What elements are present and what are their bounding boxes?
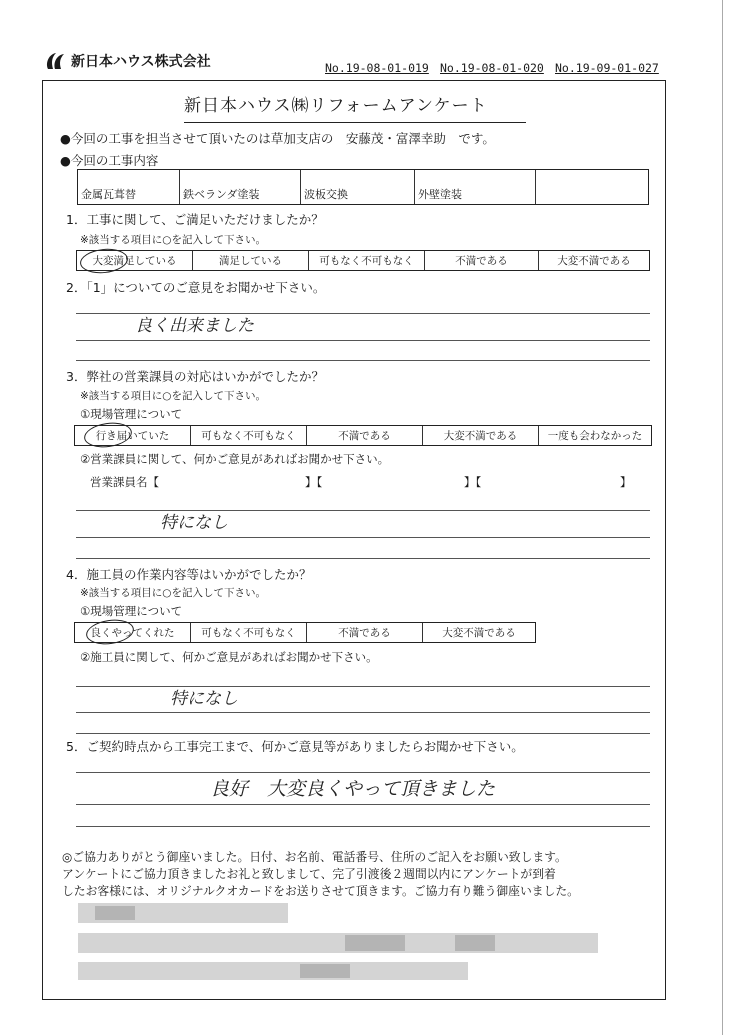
q3-option[interactable]: 大変不満である <box>423 426 539 445</box>
redaction-block <box>78 962 468 980</box>
sales-bracket: 】【 <box>464 475 482 489</box>
q3-option[interactable]: 一度も会わなかった <box>547 430 643 442</box>
q1-option[interactable]: 大変不満である <box>557 255 631 267</box>
q3-sub2: ②営業課員に関して、何かご意見があればお聞かせ下さい。 <box>80 452 390 466</box>
q2-question: 2．「1」についてのご意見をお聞かせ下さい。 <box>66 280 326 295</box>
answer-line <box>76 826 650 827</box>
q4-note: ※該当する項目に○を記入して下さい。 <box>80 587 266 599</box>
footer-line-2: アンケートにご協力頂きましたお礼と致しまして、完了引渡後２週間以内にアンケートが到着 <box>62 867 556 881</box>
q4-sub1: ①現場管理について <box>80 604 183 618</box>
redaction-block <box>345 935 405 951</box>
footer-line-1: ◎ご協力ありがとう御座いました。日付、お名前、電話番号、住所のご記入をお願い致します。 <box>62 850 567 864</box>
q3-option[interactable]: 行き届いていた <box>75 426 191 445</box>
q4-option[interactable]: 良くやってくれた <box>75 623 191 642</box>
sales-bracket: 】 <box>620 475 632 489</box>
q5-question: 5．ご契約時点から工事完工まで、何かご意見等がありましたらお聞かせ下さい。 <box>66 739 524 754</box>
q3-options-row <box>74 425 652 446</box>
q1-option[interactable]: 満足している <box>193 251 309 270</box>
q3-handwritten-answer: 特になし <box>160 513 228 533</box>
company-name: 新日本ハウス株式会社 <box>71 54 211 70</box>
answer-line <box>76 510 650 511</box>
title-underline <box>184 122 526 123</box>
q3-option[interactable]: 可もなく不可もなく <box>191 426 307 445</box>
q1-option[interactable]: 大変満足している <box>77 251 193 270</box>
answer-line <box>76 340 650 341</box>
answer-line <box>76 313 650 314</box>
q3-option[interactable]: 不満である <box>307 426 423 445</box>
work-cell: 外壁塗装 <box>415 170 536 204</box>
q4-question: 4．施工員の作業内容等はいかがでしたか？ <box>66 567 312 582</box>
work-cell <box>536 170 648 204</box>
q1-question: 1．工事に関して、ご満足いただけましたか？ <box>66 212 324 227</box>
q4-handwritten-answer: 特になし <box>170 689 238 709</box>
q4-sub2: ②施工員に関して、何かご意見があればお聞かせ下さい。 <box>80 650 378 664</box>
answer-line <box>76 686 650 687</box>
q4-option[interactable]: 可もなく不可もなく <box>191 623 307 642</box>
q4-options-row <box>74 622 536 643</box>
answer-line <box>76 360 650 361</box>
form-title: 新日本ハウス㈱リフォームアンケート <box>184 96 488 116</box>
page-edge-line <box>722 0 723 1035</box>
q1-note: ※該当する項目に○を記入して下さい。 <box>80 234 266 246</box>
doc-number-2: No.19-08-01-020 <box>440 61 544 75</box>
doc-number-1: No.19-08-01-019 <box>325 61 429 75</box>
footer-line-3: したお客様には、オリジナルクオカードをお送りさせて頂きます。ご協力有り難う御座いました。 <box>62 884 579 898</box>
work-cell: 金属瓦葺替 <box>78 170 180 204</box>
work-cell: 波板交換 <box>301 170 415 204</box>
redaction-block <box>95 906 135 920</box>
answer-line <box>76 712 650 713</box>
redaction-block <box>300 964 350 978</box>
q5-handwritten-answer: 良好 大変良くやって頂きました <box>210 778 496 800</box>
work-table <box>77 169 649 205</box>
redaction-block <box>78 933 598 953</box>
sales-names-label: 営業課員名【 <box>90 475 159 489</box>
q2-handwritten-answer: 良く出来ました <box>135 316 254 336</box>
q3-note: ※該当する項目に○を記入して下さい。 <box>80 390 266 402</box>
company-logo-icon <box>44 51 68 71</box>
work-cell: 鉄ベランダ塗装 <box>180 170 301 204</box>
answer-line <box>76 733 650 734</box>
q4-option[interactable]: 大変不満である <box>442 627 516 639</box>
q4-option[interactable]: 不満である <box>307 623 423 642</box>
company-header <box>44 50 211 72</box>
q3-sub1: ①現場管理について <box>80 407 183 421</box>
doc-number-3: No.19-09-01-027 <box>555 61 659 75</box>
redaction-block <box>455 935 495 951</box>
staff-line: ●今回の工事を担当させて頂いたのは草加支店の 安藤茂・富澤幸助 です。 <box>60 131 495 146</box>
answer-line <box>76 558 650 559</box>
q1-option[interactable]: 不満である <box>425 251 539 270</box>
work-heading: ●今回の工事内容 <box>60 153 159 168</box>
answer-line <box>76 772 650 773</box>
answer-line <box>76 804 650 805</box>
answer-line <box>76 537 650 538</box>
q3-question: 3．弊社の営業課員の対応はいかがでしたか？ <box>66 369 324 384</box>
sales-bracket: 】【 <box>305 475 323 489</box>
q1-option[interactable]: 可もなく不可もなく <box>309 251 425 270</box>
q1-options-row <box>76 250 650 271</box>
